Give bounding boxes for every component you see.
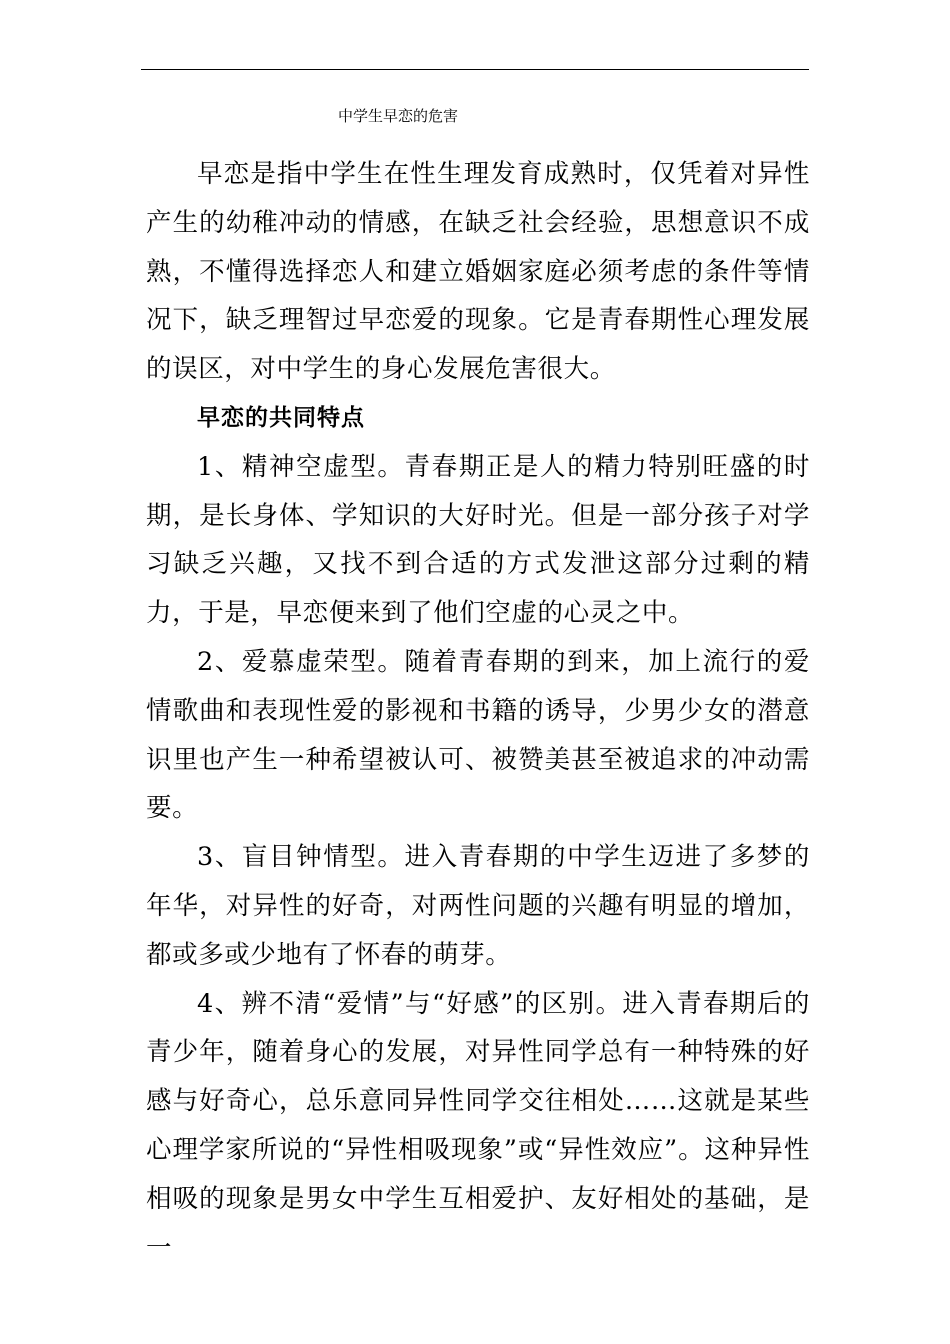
document-body bbox=[146, 150, 810, 1272]
point-paragraph-1: 1、精神空虚型。青春期正是人的精力特别旺盛的时期，是长身体、学知识的大好时光。但是一部分孩子对学习缺乏兴趣，又找不到合适的方式发泄这部分过剩的精力，于是，早恋便来到了他们空虚的心灵之中。 bbox=[146, 451, 810, 629]
page-header-title: 中学生早恋的危害 bbox=[338, 107, 459, 125]
point-paragraph-4: 4、辨不清“爱情”与“好感”的区别。进入青春期后的青少年，随着身心的发展，对异性同学总有一种特殊的好感与好奇心，总乐意同异性同学交往相处……这就是某些心理学家所说的“异性相吸现象”或“异性效应”。这种异性相吸的现象是男女中学生互相爱护、友好相处的基础，是一 bbox=[146, 988, 810, 1263]
header-rule bbox=[141, 69, 809, 70]
point-paragraph-3: 3、盲目钟情型。进入青春期的中学生迈进了多梦的年华，对异性的好奇，对两性问题的兴趣有明显的增加，都或多或少地有了怀春的萌芽。 bbox=[146, 842, 810, 970]
intro-paragraph: 早恋是指中学生在性生理发育成熟时，仅凭着对异性产生的幼稚冲动的情感，在缺乏社会经验，思想意识不成熟，不懂得选择恋人和建立婚姻家庭必须考虑的条件等情况下，缺乏理智过早恋爱的现象。它是青春期性心理发展的误区，对中学生的身心发展危害很大。 bbox=[146, 159, 810, 385]
section-heading: 早恋的共同特点 bbox=[197, 404, 365, 431]
point-paragraph-2: 2、爱慕虚荣型。随着青春期的到来，加上流行的爱情歌曲和表现性爱的影视和书籍的诱导，少男少女的潜意识里也产生一种希望被认可、被赞美甚至被追求的冲动需要。 bbox=[146, 646, 810, 824]
